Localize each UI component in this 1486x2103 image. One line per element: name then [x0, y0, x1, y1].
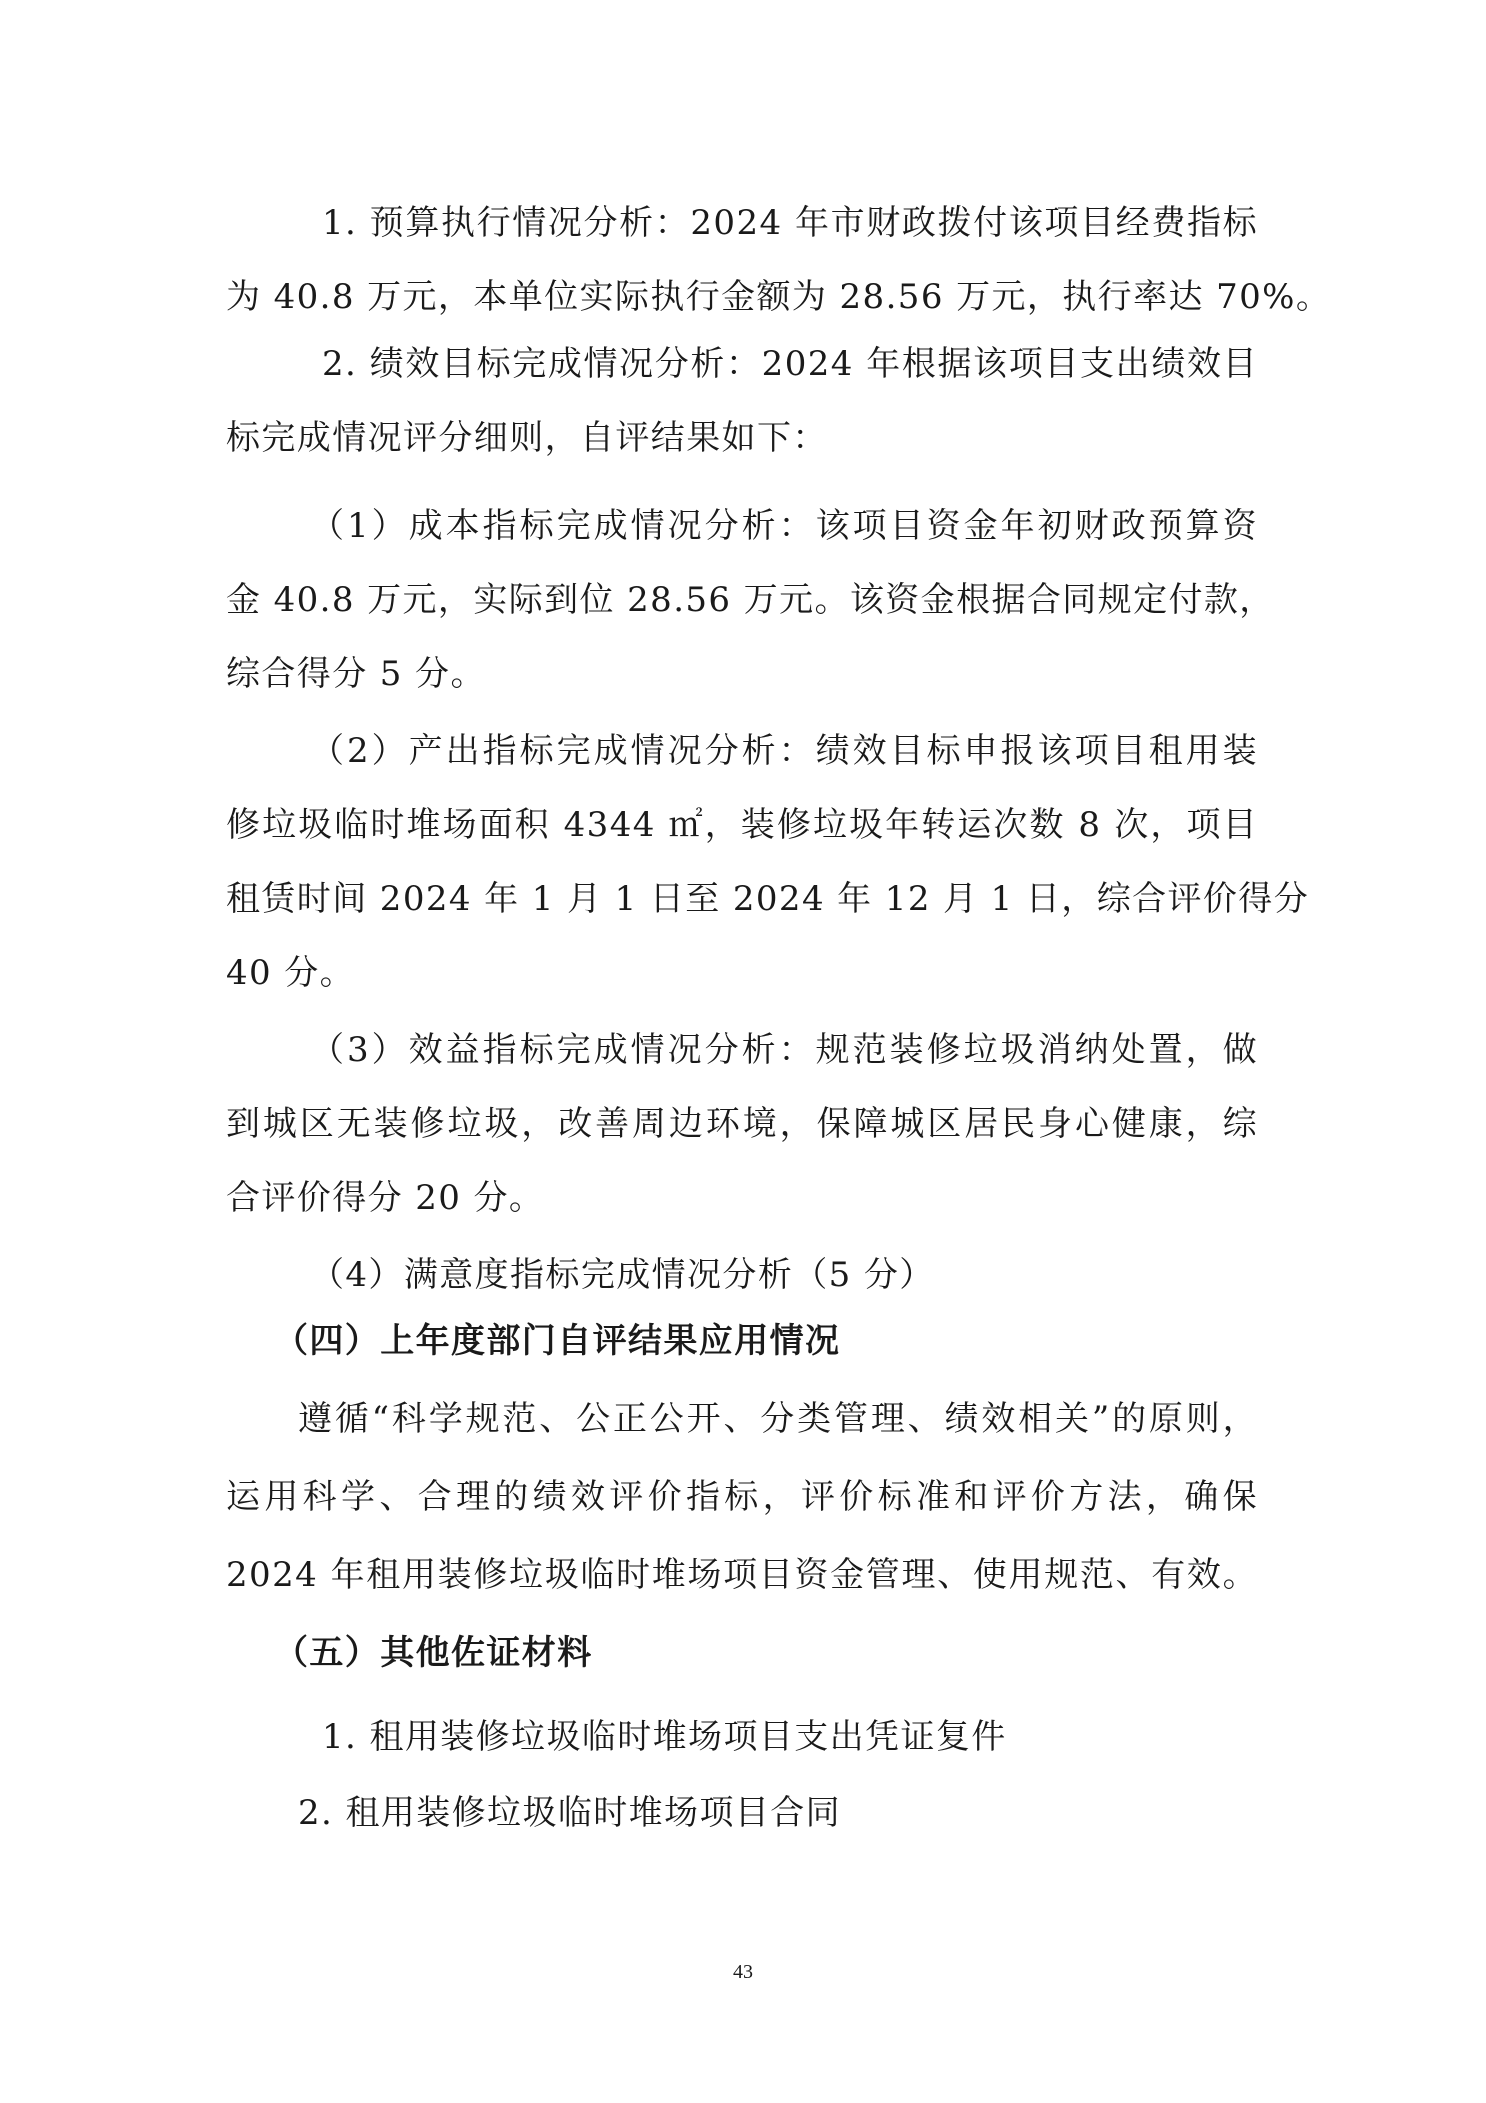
output-indicator-line-3: 租赁时间 2024 年 1 月 1 日至 2024 年 12 月 1 日，综合评价得分 — [226, 879, 1310, 919]
output-indicator-line-4: 40 分。 — [226, 953, 356, 993]
section-heading-five: （五）其他佐证材料 — [274, 1633, 593, 1673]
application-line-1: 遵循“科学规范、公正公开、分类管理、绩效相关”的原则， — [298, 1399, 1258, 1439]
section-heading-four: （四）上年度部门自评结果应用情况 — [274, 1321, 841, 1361]
output-indicator-line-2: 修垃圾临时堆场面积 4344 ㎡，装修垃圾年转运次数 8 次，项目 — [226, 805, 1258, 845]
target-completion-line-1: 2. 绩效目标完成情况分析：2024 年根据该项目支出绩效目 — [322, 344, 1258, 384]
benefit-indicator-line-1: （3）效益指标完成情况分析：规范装修垃圾消纳处置，做 — [310, 1030, 1258, 1070]
satisfaction-indicator-line: （4）满意度指标完成情况分析（5 分） — [310, 1255, 935, 1295]
cost-indicator-line-3: 综合得分 5 分。 — [226, 654, 486, 694]
budget-execution-line-2: 为 40.8 万元，本单位实际执行金额为 28.56 万元，执行率达 70%。 — [226, 277, 1332, 317]
evidence-item-1: 1. 租用装修垃圾临时堆场项目支出凭证复件 — [322, 1717, 1007, 1757]
output-indicator-line-1: （2）产出指标完成情况分析：绩效目标申报该项目租用装 — [310, 731, 1258, 771]
cost-indicator-line-1: （1）成本指标完成情况分析：该项目资金年初财政预算资 — [310, 506, 1258, 546]
budget-execution-line-1: 1. 预算执行情况分析：2024 年市财政拨付该项目经费指标 — [322, 203, 1258, 243]
cost-indicator-line-2: 金 40.8 万元，实际到位 28.56 万元。该资金根据合同规定付款， — [226, 580, 1275, 620]
target-completion-line-2: 标完成情况评分细则，自评结果如下： — [226, 418, 828, 458]
benefit-indicator-line-3: 合评价得分 20 分。 — [226, 1178, 545, 1218]
evidence-item-2: 2. 租用装修垃圾临时堆场项目合同 — [298, 1793, 842, 1833]
application-line-3: 2024 年租用装修垃圾临时堆场项目资金管理、使用规范、有效。 — [226, 1555, 1258, 1595]
benefit-indicator-line-2: 到城区无装修垃圾，改善周边环境，保障城区居民身心健康，综 — [226, 1104, 1258, 1144]
page-number: 43 — [733, 1961, 753, 1983]
application-line-2: 运用科学、合理的绩效评价指标，评价标准和评价方法，确保 — [226, 1477, 1258, 1517]
